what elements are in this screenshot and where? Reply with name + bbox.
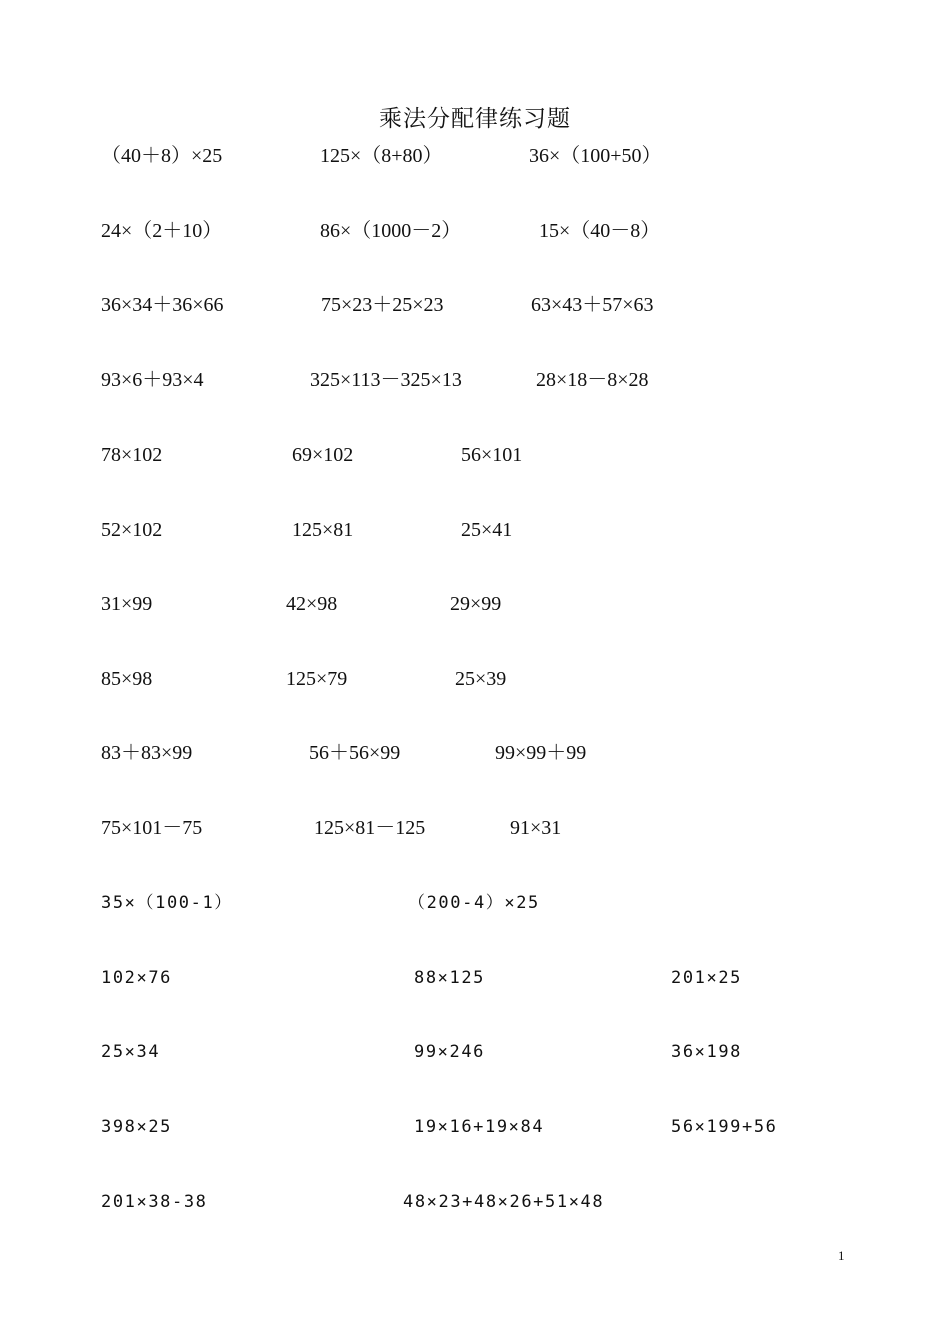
problem: 75×23＋25×23 [321,294,444,316]
problem: 15×（40－8） [539,220,661,242]
problem: 85×98 [101,668,153,690]
problem: 201×25 [671,968,743,988]
problem: 36×（100+50） [529,145,662,167]
problem: 24×（2＋10） [101,220,223,242]
problem: 88×125 [414,968,486,988]
page-number: 1 [838,1248,845,1263]
problem: 86×（1000－2） [320,220,462,242]
problem: 25×41 [461,519,513,541]
problem: 36×34＋36×66 [101,294,224,316]
problem: 36×198 [671,1042,743,1062]
problem: 29×99 [450,593,502,615]
problem: 325×113－325×13 [310,369,462,391]
problem: 56×199+56 [671,1117,778,1137]
problem: 52×102 [101,519,163,541]
problem: 78×102 [101,444,163,466]
problem: 56＋56×99 [309,742,401,764]
problem: 63×43＋57×63 [531,294,654,316]
problem: 75×101－75 [101,817,203,839]
problem: 48×23+48×26+51×48 [403,1192,605,1212]
problem: 93×6＋93×4 [101,369,204,391]
problem: 35×（100-1） [101,893,233,913]
problem: 31×99 [101,593,153,615]
problem: （200-4）×25 [408,893,540,913]
page-title: 乘法分配律练习题 [379,106,571,132]
problem: 125×81－125 [314,817,426,839]
problem: 83＋83×99 [101,742,193,764]
problem: 25×34 [101,1042,161,1062]
problem: 125×（8+80） [320,145,443,167]
problem: 125×79 [286,668,348,690]
problem: 201×38-38 [101,1192,208,1212]
problem: 102×76 [101,968,173,988]
problem: 398×25 [101,1117,173,1137]
problem: 125×81 [292,519,354,541]
problem: 99×246 [414,1042,486,1062]
problem: 69×102 [292,444,354,466]
problem: 25×39 [455,668,507,690]
problem: 42×98 [286,593,338,615]
problem: 99×99＋99 [495,742,587,764]
problem: 91×31 [510,817,562,839]
problem: （40＋8）×25 [101,145,223,167]
problem: 28×18－8×28 [536,369,649,391]
problem: 56×101 [461,444,523,466]
problem: 19×16+19×84 [414,1117,545,1137]
